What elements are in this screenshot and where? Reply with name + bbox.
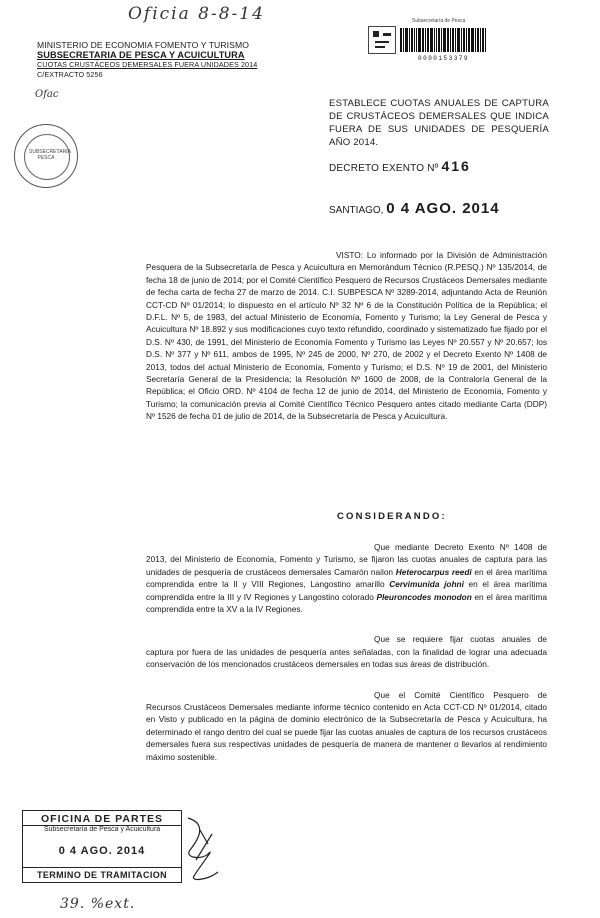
oficina-de-partes-stamp	[22, 810, 182, 883]
visto-section	[146, 249, 547, 423]
decree-date: 0 4 AGO. 2014	[386, 200, 500, 217]
ministry-name: MINISTERIO DE ECONOMIA FOMENTO Y TURISMO	[37, 40, 250, 50]
extract-label: C/EXTRACTO 5256	[37, 70, 103, 79]
round-seal-text: SUBSECRETARIA PESCA	[29, 149, 71, 161]
decree-title: ESTABLECE CUOTAS ANUALES DE CAPTURA DE CRUSTÁCEOS DEMERSALES QUE INDICA FUERA DE SUS UNIDADES DE PESQUERÍA AÑO 2014.	[329, 98, 549, 148]
subsecretaria-name: SUBSECRETARIA DE PESCA Y ACUICULTURA	[37, 50, 245, 60]
signature-mark	[178, 810, 238, 890]
barcode-icon	[400, 28, 486, 52]
decree-label: DECRETO EXENTO Nº	[329, 163, 439, 174]
decree-number-line	[329, 158, 471, 174]
considerando-heading: CONSIDERANDO:	[337, 511, 447, 522]
place-date-line	[329, 200, 500, 217]
species-heterocarpus: Heterocarpus reedi	[395, 566, 472, 577]
ministry-header	[37, 40, 267, 80]
barcode-stamp-top-text: Subsecretaría de Pesca	[412, 18, 466, 24]
considerando-section	[146, 541, 547, 763]
decree-number: 416	[441, 158, 471, 174]
considerando-paragraph-1: Que mediante Decreto Exento Nº 1408 de 2013, del Ministerio de Economía, Fomento y Turismo, se fijaron las cuotas anuales de captura para las unidades de pesquería de crustáceos demersales Camarón nailon Heterocarpus reedi en el área marítima comprendida entre la II y VIII Regiones, Langostino amarillo Cervimunida johni en el área marítima comprendida entre la III y IV Regiones y Langostino colorado Pleuroncodes monodon en el área marítima comprendida entre la XV a la IV Regiones.	[146, 542, 548, 615]
place-label: SANTIAGO,	[329, 205, 384, 216]
considerando-paragraph-3: Que el Comité Científico Pesquero de Recursos Crustáceos Demersales mediante informe técnico contenido en Acta CCT-CD Nº 01/2014, citado en Visto y publicado en la página de dominio electrónico de la Subsecretaría de Pesca y Acuicultura, ha determinado el rango dentro del cual se puede fijar las cuotas anuales de captura de los recursos crustáceos demersales fuera sus respectivas unidades de pesquería de manera de mantener o llevarlos al rendimiento máximo sostenible.	[146, 689, 547, 762]
round-seal-stamp	[14, 124, 78, 188]
oficina-title: OFICINA DE PARTES	[23, 811, 181, 826]
considerando-paragraph-2: Que se requiere fijar cuotas anuales de captura por fuera de las unidades de pesquería antes señaladas, con la finalidad de lograr una adecuada conservación de los mencionados crustáceos demersales en todas sus áreas de distribución.	[146, 634, 547, 670]
handwritten-extract-note: Ofac	[35, 89, 59, 100]
document-barcode-stamp	[368, 18, 518, 66]
stamp-logo-icon	[368, 26, 396, 54]
oficina-date: 0 4 AGO. 2014	[58, 845, 146, 857]
subject-line: CUOTAS CRUSTÁCEOS DEMERSALES FUERA UNIDADES 2014	[37, 60, 258, 69]
species-cervimunida: Cervimunida johni	[389, 579, 464, 590]
visto-paragraph: VISTO: Lo informado por la División de Administración Pesquera de la Subsecretaría de Pesca y Acuicultura en Memorándum Técnico (R.PESQ.) Nº 135/2014, de fecha 18 de junio de 2014; por el Comité Científico Pesquero de Recursos Crustáceos Demersales mediante de fecha carta de fecha 27 de marzo de 2014. C.I. SUBPESCA Nº 3289-2014, adjuntando Acta de Reunión CCT-CD Nº 01/2014; lo dispuesto en el artículo Nº 32 Nº 6 de la Constitución Política de la República; el D.F.L. Nº 5, de 1983, del actual Ministerio de Economía, Fomento y Turismo; la Ley General de Pesca y Acuicultura Nº 18.892 y sus modificaciones cuyo texto refundido, coordinado y sistematizado fue fijado por el D.S. Nº 430, de 1991, del Ministerio de Economía Fomento y Turismo las Leyes Nº 20.557 y Nº 20.657; los D.S. Nº 377 y Nº 611, ambos de 1995, Nº 245 de 2000, Nº 270, de 2002 y el Decreto Exento Nº 1408 de 2013, todos del actual Ministerio de Economía, Fomento y Turismo; el D.S. Nº 19 de 2001, del Ministerio Secretaría General de la Presidencia; la Resolución Nº 1600 de 2008, de la Contraloría General de la República; el Oficio ORD. Nº 4104 de fecha 12 de junio de 2014, del Ministerio de Economía, Fomento y Turismo; la comunicación previa al Comité Científico Técnico Pesquero antes citado mediante Carta (DDP) Nº 1526 de fecha 01 de julio de 2014, de la Subsecretaría de Pesca y Acuicultura.	[146, 250, 547, 422]
oficina-subtitle: Subsecretaría de Pesca y Acuicultura	[43, 826, 161, 833]
handwritten-bottom-note: 39. %ext.	[60, 896, 136, 912]
oficina-footer: TERMINO DE TRAMITACION	[23, 867, 181, 882]
species-pleuroncodes: Pleuroncodes monodon	[376, 591, 472, 602]
handwritten-top-note: Oficia 8-8-14	[128, 4, 265, 24]
barcode-digits: 0000153379	[418, 55, 470, 62]
